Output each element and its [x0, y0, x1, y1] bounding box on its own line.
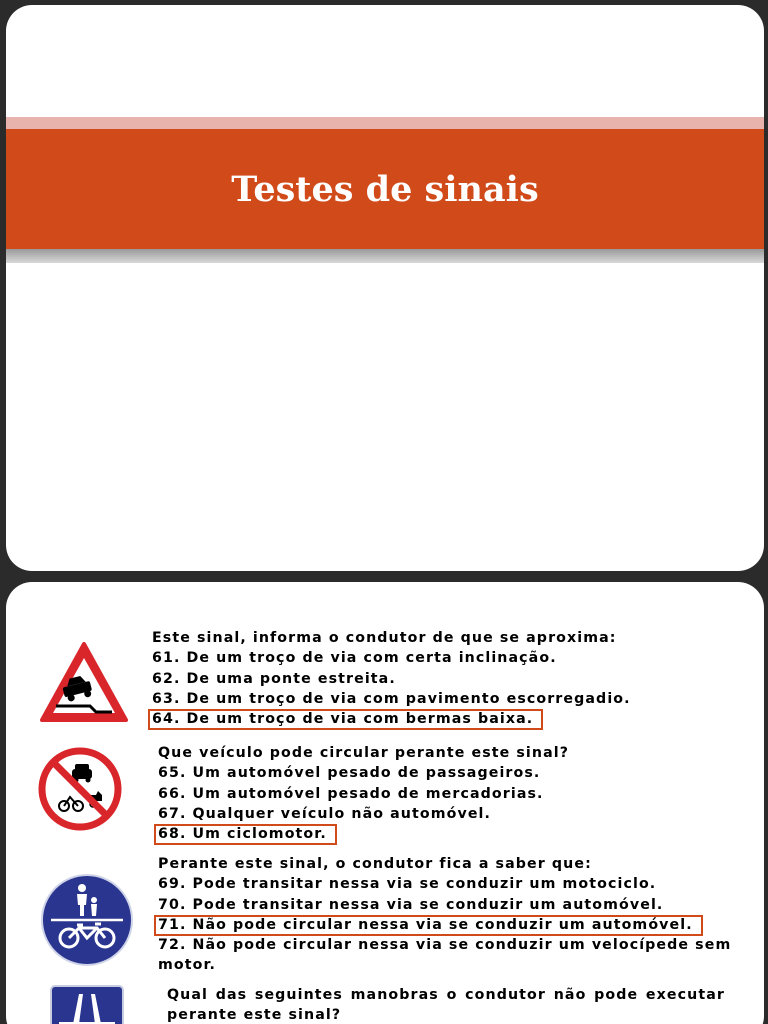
question-1-option-61: 61. De um troço de via com certa inclinação. — [152, 650, 557, 667]
question-4-prompt: Qual das seguintes manobras o condutor não pode executar perante este sinal? — [167, 987, 725, 1023]
title-band — [6, 129, 764, 249]
title-band-top-stripe — [6, 117, 764, 129]
question-3-option-69: 69. Pode transitar nessa via se conduzir um motociclo. — [158, 876, 657, 893]
question-1-option-63: 63. De um troço de via com pavimento escorregadio. — [152, 690, 631, 707]
question-1-option-62: 62. De uma ponte estreita. — [152, 670, 396, 687]
question-3-correct-answer: 71. Não pode circular nessa via se conduzir um automóvel. — [154, 915, 703, 936]
question-2-prompt: Que veículo pode circular perante este sinal? — [158, 745, 570, 761]
question-3-prompt: Perante este sinal, o condutor fica a saber que: — [158, 856, 592, 872]
low-shoulder-warning-sign-icon — [38, 640, 130, 726]
question-3 — [158, 854, 703, 935]
title-band-shadow — [6, 249, 764, 263]
question-3-option-70: 70. Pode transitar nessa via se conduzir um automóvel. — [158, 896, 664, 913]
question-3-option-72: 72. Não pode circular nessa via se conduzir um velocípede sem motor. — [158, 937, 732, 974]
question-2-option-66: 66. Um automóvel pesado de mercadorias. — [158, 785, 544, 802]
question-1-correct-answer: 64. De um troço de via com bermas baixa. — [148, 709, 543, 730]
question-1-prompt: Este sinal, informa o condutor de que se aproxima: — [152, 630, 617, 646]
title-slide — [6, 5, 764, 571]
question-2-option-65: 65. Um automóvel pesado de passageiros. — [158, 765, 541, 782]
question-2-correct-answer: 68. Um ciclomotor. — [154, 824, 337, 845]
pedestrian-cycle-path-sign-icon — [39, 872, 135, 968]
quiz-slide — [6, 582, 764, 1024]
question-2 — [158, 743, 569, 844]
no-motor-vehicles-sign-icon — [38, 747, 122, 831]
question-1 — [152, 628, 631, 729]
motorway-sign-icon — [49, 984, 125, 1024]
question-2-option-67: 67. Qualquer veículo não automóvel. — [158, 805, 491, 822]
slide-title: Testes de sinais — [231, 168, 539, 210]
